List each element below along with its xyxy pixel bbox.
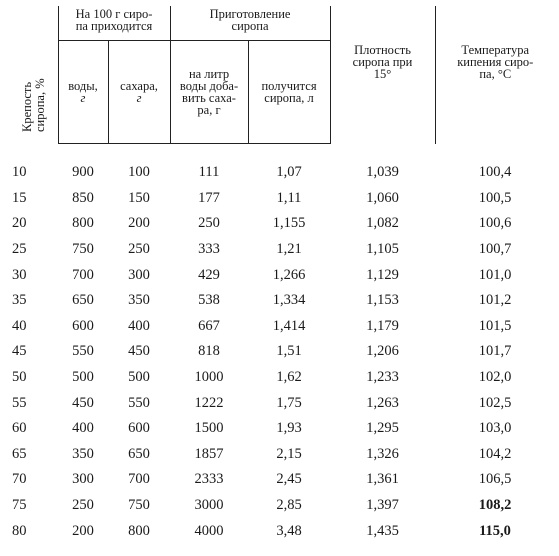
table-row [10,339,555,365]
cell-strength: 80 [12,522,27,539]
header-water [58,41,108,144]
header-density-line1: Плотность [354,42,411,57]
cell-add-sugar: 538 [198,292,220,309]
header-add-sugar-line4: ра, г [197,103,221,117]
table-row [10,262,555,288]
cell-density: 1,326 [366,445,399,462]
cell-water: 200 [72,522,94,539]
cell-yield: 1,11 [276,189,302,206]
table-header [10,6,555,144]
cell-add-sugar: 177 [198,189,220,206]
cell-yield: 2,85 [276,497,302,514]
cell-water: 800 [72,215,94,232]
header-density [330,6,435,144]
header-boil-line2: кипения сиро- [457,54,534,69]
cell-water: 850 [72,189,94,206]
cell-boil-temp: 101,0 [478,266,512,283]
table-row [10,518,555,544]
cell-water: 700 [72,266,94,283]
table-row [10,442,555,468]
cell-sugar: 200 [128,215,150,232]
cell-density: 1,039 [366,164,399,181]
cell-strength: 40 [12,317,27,334]
cell-yield: 3,48 [276,522,302,539]
cell-yield: 1,334 [272,292,306,309]
cell-yield: 1,21 [276,241,302,258]
cell-water: 350 [72,445,94,462]
cell-strength: 35 [12,292,27,309]
header-sugar [108,41,170,144]
cell-strength: 65 [12,445,27,462]
cell-boil-temp: 108,2 [478,497,512,514]
cell-strength: 55 [12,394,27,411]
cell-yield: 1,07 [276,164,302,181]
cell-yield: 2,45 [276,471,302,488]
cell-density: 1,233 [366,369,399,386]
cell-strength: 15 [12,189,27,206]
cell-water: 300 [72,471,94,488]
cell-add-sugar: 1500 [194,420,224,437]
table-row [10,390,555,416]
cell-yield: 1,93 [276,420,302,437]
cell-sugar: 550 [128,394,150,411]
cell-sugar: 300 [128,266,150,283]
cell-yield: 1,62 [276,369,302,386]
cell-boil-temp: 115,0 [479,522,511,539]
cell-sugar: 100 [128,164,150,181]
header-add-sugar-line1: на литр [188,67,230,81]
cell-strength: 30 [12,266,27,283]
cell-add-sugar: 1857 [194,445,224,462]
header-per100 [58,6,170,41]
cell-water: 650 [72,292,94,309]
table-row [10,314,555,340]
cell-density: 1,082 [366,215,399,232]
cell-boil-temp: 106,5 [478,471,512,488]
cell-density: 1,153 [366,292,399,309]
cell-add-sugar: 111 [198,164,220,181]
cell-density: 1,129 [366,266,399,283]
cell-water: 450 [72,394,94,411]
cell-density: 1,361 [366,471,399,488]
cell-boil-temp: 102,5 [478,394,512,411]
syrup-table [10,6,555,544]
header-strength [10,6,58,144]
cell-strength: 70 [12,471,27,488]
cell-sugar: 150 [128,189,150,206]
cell-sugar: 650 [128,445,150,462]
header-yield-line1: получится [261,79,317,93]
cell-boil-temp: 102,0 [478,369,512,386]
cell-add-sugar: 429 [198,266,220,283]
header-add-sugar [170,41,248,144]
cell-density: 1,206 [366,343,399,360]
cell-density: 1,263 [366,394,399,411]
cell-boil-temp: 101,5 [478,317,512,334]
header-density-line3: 15° [373,66,392,81]
cell-water: 750 [72,241,94,258]
cell-water: 600 [72,317,94,334]
cell-strength: 20 [12,215,27,232]
cell-yield: 1,51 [276,343,302,360]
header-add-sugar-line3: вить саха- [182,91,236,105]
header-prep-line1: Приготовление [209,7,291,21]
cell-add-sugar: 250 [198,215,220,232]
cell-boil-temp: 104,2 [478,445,512,462]
header-per100-line2: па приходится [75,19,153,33]
table-row [10,186,555,212]
cell-density: 1,060 [366,189,399,206]
cell-density: 1,435 [366,522,399,539]
cell-strength: 45 [12,343,27,360]
header-add-sugar-line2: воды доба- [179,79,239,93]
header-boil [435,6,555,144]
table-row [10,211,555,237]
cell-strength: 60 [12,420,27,437]
table-row [10,237,555,263]
cell-water: 550 [72,343,94,360]
header-strength-line1: Крепость [19,81,34,132]
header-density-line2: сиропа при [352,54,413,69]
cell-sugar: 800 [128,522,150,539]
header-sugar-label: сахара, [120,79,158,93]
cell-yield: 1,414 [272,317,306,334]
cell-density: 1,179 [366,317,399,334]
header-boil-line3: па, °С [479,66,512,81]
cell-sugar: 750 [128,497,150,514]
cell-boil-temp: 100,4 [478,164,512,181]
cell-sugar: 500 [128,369,150,386]
cell-sugar: 400 [128,317,150,334]
cell-add-sugar: 2333 [194,471,224,488]
header-prep-line2: сиропа [231,19,269,33]
header-water-unit: г [80,91,86,105]
cell-add-sugar: 1222 [194,394,224,411]
cell-density: 1,397 [366,497,399,514]
cell-water: 500 [72,369,94,386]
header-prep [170,6,330,41]
cell-water: 250 [72,497,94,514]
cell-boil-temp: 101,2 [478,292,512,309]
header-per100-line1: На 100 г сиро- [75,7,153,21]
table-row [10,493,555,519]
cell-boil-temp: 103,0 [478,420,512,437]
header-yield-line2: сиропа, л [264,91,314,105]
header-boil-line1: Температура [461,42,530,57]
cell-density: 1,295 [366,420,399,437]
cell-water: 900 [72,164,94,181]
cell-sugar: 600 [128,420,150,437]
cell-boil-temp: 100,6 [478,215,512,232]
cell-water: 400 [72,420,94,437]
cell-sugar: 700 [128,471,150,488]
cell-sugar: 250 [128,241,150,258]
cell-add-sugar: 3000 [194,497,224,514]
cell-strength: 50 [12,369,27,386]
header-sugar-unit: г [136,91,142,105]
cell-yield: 1,155 [272,215,306,232]
cell-sugar: 350 [128,292,150,309]
cell-add-sugar: 1000 [194,369,224,386]
cell-boil-temp: 100,5 [478,189,512,206]
cell-add-sugar: 333 [198,241,220,258]
cell-add-sugar: 818 [198,343,220,360]
table-row [10,288,555,314]
cell-add-sugar: 4000 [194,522,224,539]
cell-boil-temp: 100,7 [478,241,512,258]
table-row [10,467,555,493]
cell-yield: 1,266 [272,266,306,283]
header-water-label: воды, [68,79,98,93]
table-row [10,144,555,186]
cell-yield: 1,75 [276,394,302,411]
cell-boil-temp: 101,7 [478,343,512,360]
cell-yield: 2,15 [276,445,302,462]
cell-sugar: 450 [128,343,150,360]
header-strength-line2: сиропа, % [32,78,47,132]
cell-density: 1,105 [366,241,399,258]
cell-add-sugar: 667 [198,317,220,334]
cell-strength: 10 [12,164,27,181]
table-row [10,416,555,442]
cell-strength: 75 [12,497,27,514]
table-row [10,365,555,391]
table-body [10,144,555,544]
cell-strength: 25 [12,241,27,258]
header-yield [248,41,330,144]
